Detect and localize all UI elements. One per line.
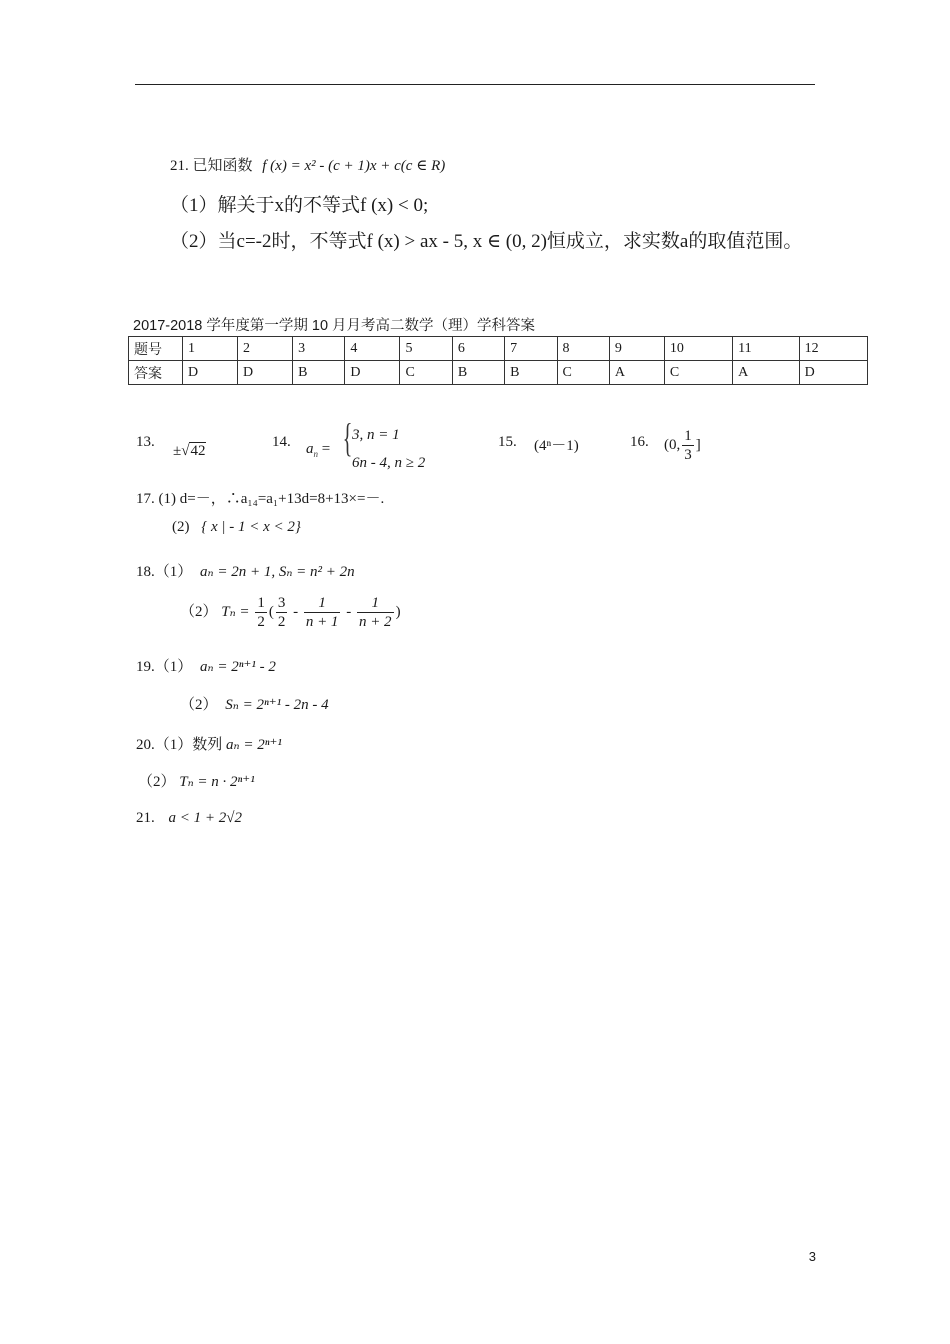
formula: aₙ = 2ⁿ⁺¹: [226, 737, 282, 753]
answer-19-label: 19.（1）: [136, 659, 193, 675]
table-cell: 1: [183, 337, 238, 361]
fraction-numerator: 1: [357, 594, 394, 613]
formula: Sₙ = 2ⁿ⁺¹ - 2n - 4: [225, 697, 329, 713]
table-cell: C: [557, 361, 609, 385]
formula: a < 1 + 2√2: [168, 810, 242, 826]
answer-20-part1: [136, 733, 282, 754]
answer-14-label: 14.: [272, 434, 291, 450]
subscript-n: n: [313, 449, 318, 459]
question-21-function: f (x) = x² - (c + 1)x + c(c ∈ R): [262, 158, 446, 174]
fraction-numerator: 1: [304, 594, 341, 613]
table-cell: 8: [557, 337, 609, 361]
table-cell: 10: [664, 337, 732, 361]
answer-21: [136, 810, 242, 827]
fraction-denominator: 3: [684, 447, 692, 463]
table-cell: C: [664, 361, 732, 385]
table-cell: 9: [609, 337, 664, 361]
interval-close: ]: [695, 436, 701, 453]
table-cell: 3: [293, 337, 345, 361]
answer-20-label: 20.（1）数列: [136, 737, 223, 753]
table-cell: A: [733, 361, 800, 385]
answer-table: [128, 336, 868, 385]
question-21-number: 21. 已知函数: [170, 158, 253, 174]
plus-minus: ±: [173, 443, 182, 459]
fraction-numerator: 3: [277, 595, 286, 611]
part1-text: 解关于x的不等式f (x) < 0;: [217, 195, 429, 216]
table-cell: 5: [400, 337, 452, 361]
part-label: （2）: [180, 603, 218, 620]
fraction-numerator: 1: [684, 428, 692, 444]
interval-open: (0,: [664, 436, 681, 453]
table-cell: D: [345, 361, 400, 385]
part2-text: 当c=-2时，不等式f (x) > ax - 5, x ∈ (0, 2)恒成立，求实数a的取值范围。: [217, 231, 803, 252]
answer-18-part1: [136, 560, 355, 581]
table-cell: 6: [452, 337, 504, 361]
table-row: [129, 361, 868, 385]
a-symbol: a: [306, 441, 314, 457]
answer-19-part1: [136, 655, 276, 676]
answer-16-label: 16.: [630, 434, 649, 450]
T-symbol: Tₙ =: [221, 603, 250, 620]
part-label: (2): [172, 519, 190, 535]
formula: aₙ = 2ⁿ⁺¹ - 2: [200, 659, 276, 675]
answer-17-part1: 17. (1) d=－，∴a₁₄=a₁+13d=8+13×=－.: [136, 491, 385, 507]
answer-14-case1: 3, n = 1: [352, 427, 400, 443]
table-cell: D: [238, 361, 293, 385]
answer-21-label: 21.: [136, 810, 155, 826]
question-21-part2: [170, 226, 802, 253]
row-header-answers: 答案: [129, 361, 183, 385]
fraction-numerator: 1: [257, 595, 265, 611]
formula: aₙ = 2n + 1, Sₙ = n² + 2n: [200, 564, 355, 580]
table-cell: 4: [345, 337, 400, 361]
solution-set: { x | - 1 < x < 2}: [201, 519, 301, 535]
part1-label: （1）: [170, 195, 218, 216]
answer-16: [664, 427, 701, 464]
answer-13: ±√42: [173, 443, 206, 459]
part2-label: （2）: [170, 231, 218, 252]
answer-15: (4ⁿ－1): [534, 438, 579, 454]
answer-13-label: 13.: [136, 434, 155, 450]
table-cell: B: [505, 361, 557, 385]
answer-14-lhs: $a_n$ =: [306, 441, 331, 459]
left-brace: {: [342, 415, 353, 460]
formula: Tₙ = n · 2ⁿ⁺¹: [179, 774, 255, 790]
answer-20-part2: [138, 770, 255, 791]
table-cell: 12: [799, 337, 867, 361]
fraction-denominator: n + 1: [305, 614, 339, 630]
row-header-numbers: 题号: [129, 337, 183, 361]
table-cell: 2: [238, 337, 293, 361]
table-cell: B: [293, 361, 345, 385]
answer-14-case2: 6n - 4, n ≥ 2: [352, 455, 426, 471]
table-cell: D: [183, 361, 238, 385]
table-cell: C: [400, 361, 452, 385]
part-label: （2）: [138, 774, 176, 790]
answer-key-title: 2017-2018 学年度第一学期 10 月月考高二数学（理）学科答案: [133, 318, 536, 334]
table-cell: D: [799, 361, 867, 385]
answer-18-part2: （2） Tₙ = $\frac{1}{2}$ ( $\frac{3}{2}$ - $\frac{1}{n + 1}$ - $\frac{1}{n + 2}$ ): [180, 595, 401, 630]
header-rule: [135, 84, 815, 85]
question-21-part1: [170, 190, 428, 217]
table-cell: 11: [733, 337, 800, 361]
fraction-denominator: 2: [277, 614, 286, 630]
radicand: 42: [190, 443, 206, 459]
answer-17-part2: [172, 519, 301, 536]
table-cell: A: [609, 361, 664, 385]
answer-18-label: 18.（1）: [136, 564, 193, 580]
part-label: （2）: [180, 697, 218, 713]
answer-19-part2: [180, 693, 329, 714]
page-number: 3: [808, 1249, 816, 1264]
question-21-intro: [170, 154, 445, 175]
fraction-denominator: n + 2: [358, 614, 392, 630]
table-row: [129, 337, 868, 361]
table-cell: B: [452, 361, 504, 385]
table-cell: 7: [505, 337, 557, 361]
fraction-denominator: 2: [257, 614, 265, 630]
answer-15-label: 15.: [498, 434, 517, 450]
